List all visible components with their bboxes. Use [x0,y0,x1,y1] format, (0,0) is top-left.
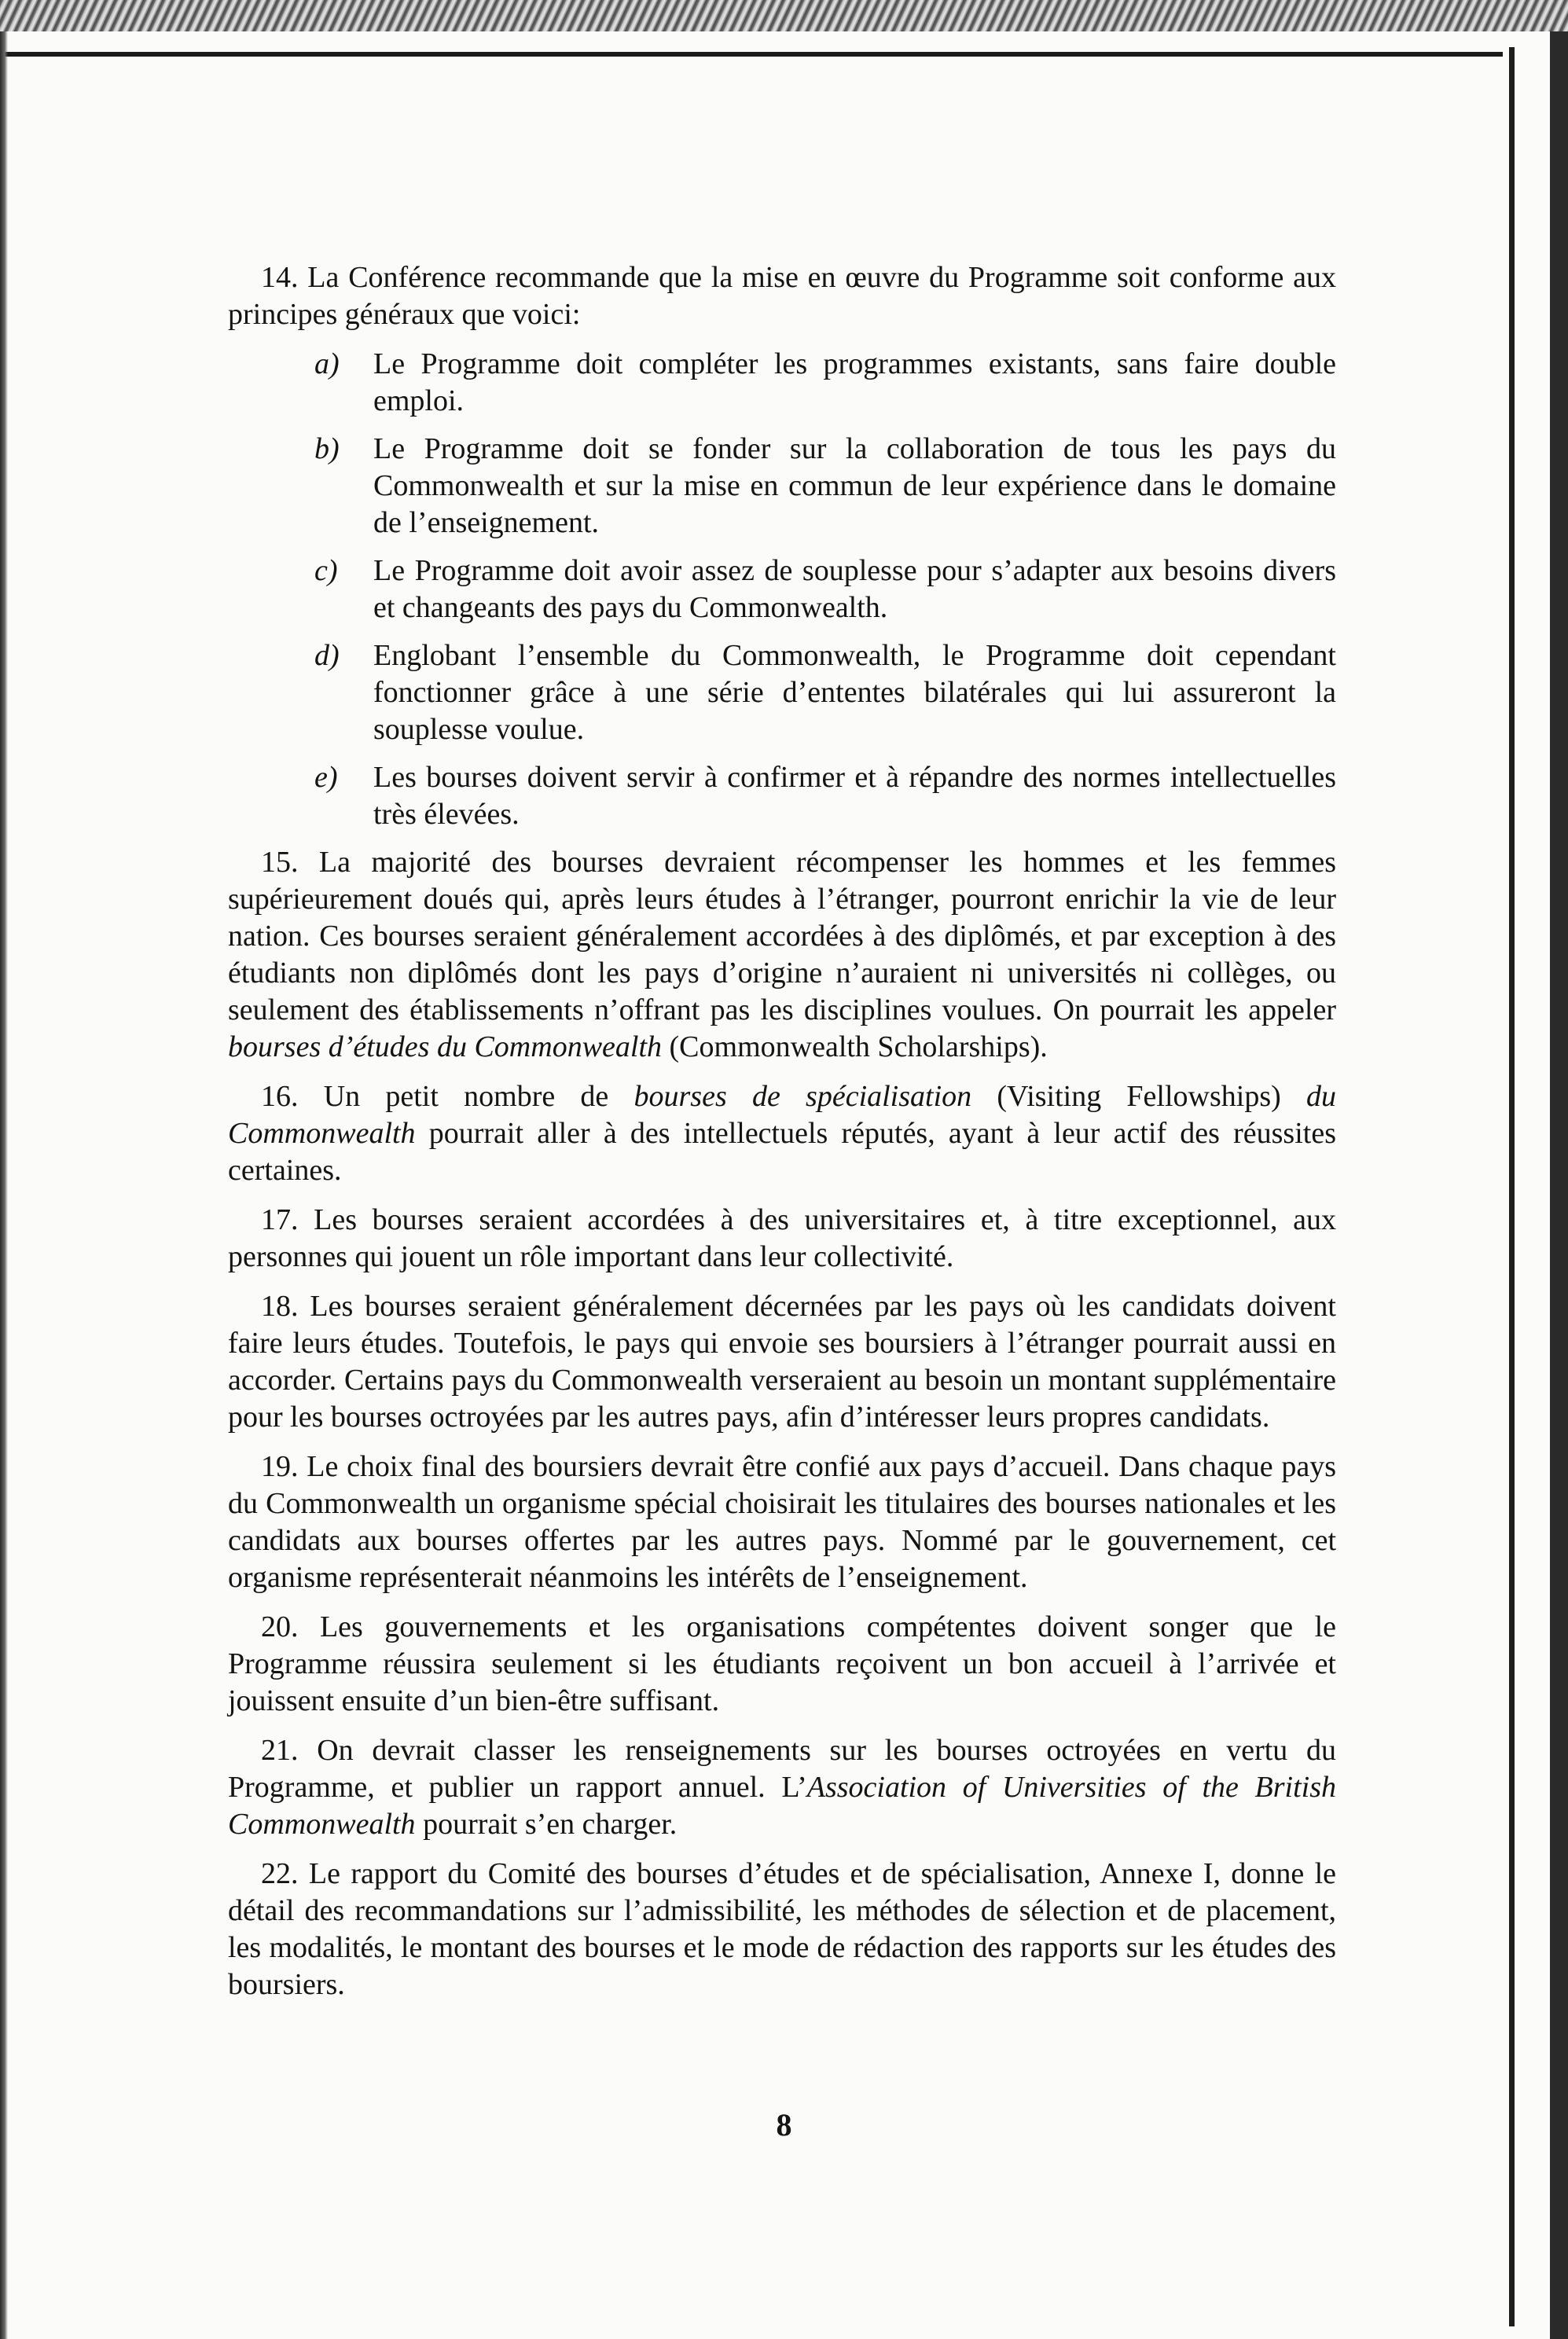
paragraph-20-text: 20. Les gouvernements et les organisations compétentes doivent songer que le Programme réussira seulement si les étudiants reçoivent un bon accueil à l’arrivée et jouissent ensuite d’un bien-être suffisant. [228,1610,1336,1717]
paragraph-21 [228,1732,1336,1843]
paragraph-21-text-end: pourrait s’en charger. [415,1808,678,1841]
paragraph-22-text: 22. Le rapport du Comité des bourses d’études et de spécialisation, Annexe I, donne le détail des recommandations sur l’admissibilité, les méthodes de sélection et de placement, les modalités, le montant des bourses et le mode de rédaction des rapports sur les études des boursiers. [228,1857,1336,2001]
paragraph-22 [228,1856,1336,2003]
binding-shadow [1550,31,1568,2339]
paragraph-18-text: 18. Les bourses seraient généralement décernées par les pays où les candidats doivent faire leurs études. Toutefois, le pays qui envoie ses boursiers à l’étranger pourrait aussi en accorder. Certains pays du Commonwealth verseraient au besoin un montant supplémentaire pour les bourses octroyées par les autres pays, afin d’intéresser leurs propres candidats. [228,1290,1336,1434]
list-item-text: Les bourses doivent servir à confirmer et à répandre des normes intellectuelles très élevées. [373,761,1336,831]
paragraph-14 [228,259,1336,333]
page-number: 8 [776,2107,792,2143]
list-item-text: Le Programme doit compléter les programmes existants, sans faire double emploi. [373,347,1336,417]
paragraph-20 [228,1609,1336,1720]
paragraph-15-italic: bourses d’études du Commonwealth [228,1030,663,1063]
paragraph-16-italic-b: du Commonwealth [228,1080,1336,1150]
scan-top-edge [0,0,1568,31]
list-marker: a) [314,347,340,380]
paragraph-19-text: 19. Le choix final des boursiers devrait être confié aux pays d’accueil. Dans chaque pays du Commonwealth un organisme spécial choisirait les titulaires des bourses nationales et les candidats aux bourses offertes par les autres pays. Nommé par le gouvernement, cet organisme représenterait néanmoins les intérêts de l’enseignement. [228,1450,1336,1594]
list-item-c [228,553,1336,626]
list-marker: e) [314,761,338,794]
list-item-text: Englobant l’ensemble du Commonwealth, le Programme doit cependant fonctionner grâce à une série d’ententes bilatérales qui lui assureront la souplesse voulue. [373,639,1336,746]
paragraph-17 [228,1202,1336,1276]
paragraph-16 [228,1078,1336,1189]
list-item-e [228,759,1336,833]
list-item-b [228,431,1336,542]
book-binding-edge [1503,31,1568,2339]
list-item-d [228,637,1336,748]
list-item-a [228,346,1336,420]
paragraph-18 [228,1288,1336,1436]
paragraph-19 [228,1449,1336,1596]
paragraph-15 [228,844,1336,1066]
paragraph-16-italic-a: bourses de spécialisation [633,1080,972,1113]
binding-rule [1509,47,1515,2326]
scan-left-edge [0,31,8,2339]
paragraph-16-text-c: pourrait aller à des intellectuels réputés, ayant à leur actif des réussites certaines. [228,1117,1336,1187]
paragraph-21-text: 21. On devrait classer les renseignements sur les bourses octroyées en vertu du Programme, et publier un rapport annuel. L’ [228,1734,1336,1804]
paragraph-21-italic: Association of Universities of the British Commonwealth [228,1771,1337,1841]
paragraph-15-text: 15. La majorité des bourses devraient récompenser les hommes et les femmes supérieurement doués qui, après leurs études à l’étranger, pourront enrichir la vie de leur nation. Ces bourses seraient généralement accordées à des diplômés, et par exception à des étudiants non diplômés dont les pays d’origine n’auraient ni universités ni collèges, ou seulement des établissements n’offrant pas les disciplines voulues. On pourrait les appeler [228,846,1336,1026]
list-marker: b) [314,432,340,465]
page-top-rule [0,52,1517,57]
paragraph-15-text-end: (Commonwealth Scholarships). [662,1030,1048,1063]
paragraph-16-text-b: (Visiting Fellowships) [971,1080,1306,1113]
paragraph-14-text: 14. La Conférence recommande que la mise en œuvre du Programme soit conforme aux principes généraux que voici: [228,261,1336,331]
page-body [228,259,1336,2016]
list-marker: c) [314,554,338,587]
list-item-text: Le Programme doit se fonder sur la collaboration de tous les pays du Commonwealth et sur la mise en commun de leur expérience dans le domaine de l’enseignement. [373,432,1336,539]
paragraph-17-text: 17. Les bourses seraient accordées à des universitaires et, à titre exceptionnel, aux personnes qui jouent un rôle important dans leur collectivité. [228,1203,1336,1273]
list-item-text: Le Programme doit avoir assez de souplesse pour s’adapter aux besoins divers et changeants des pays du Commonwealth. [373,554,1336,624]
paragraph-16-text: 16. Un petit nombre de [261,1080,634,1113]
list-marker: d) [314,639,340,672]
